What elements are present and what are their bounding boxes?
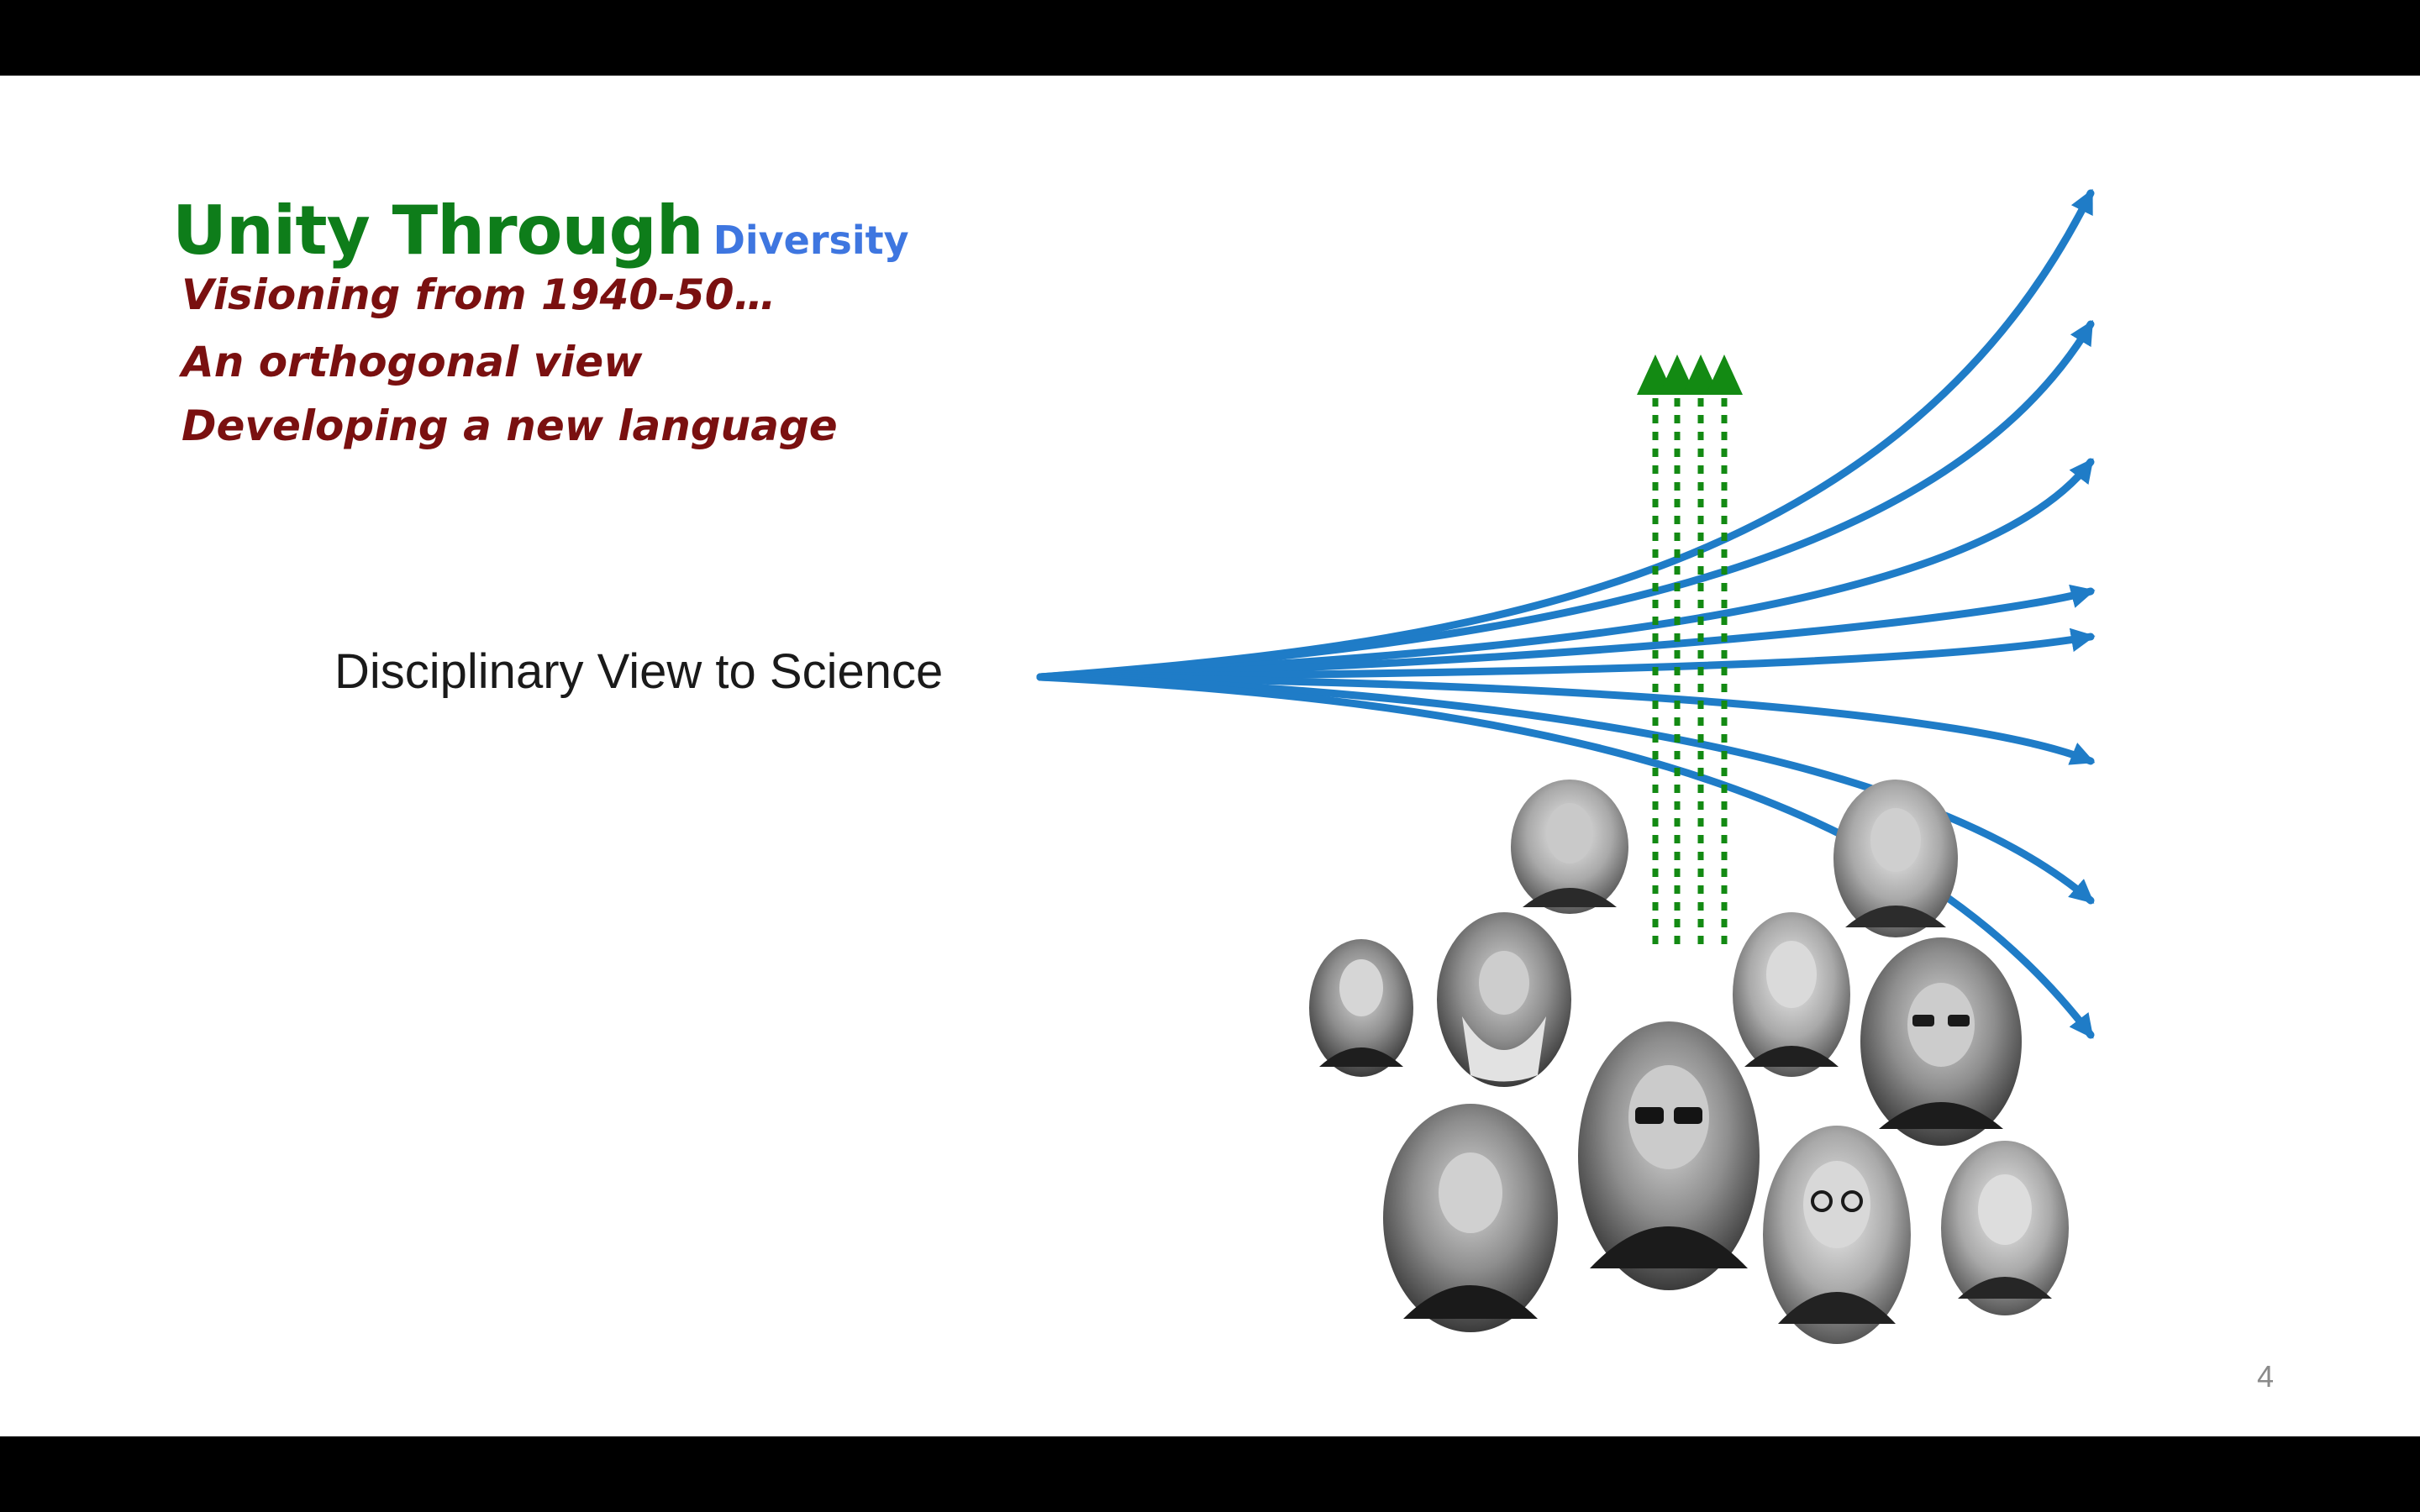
subtitle-visioning: Visioning from 1940-50…: [182, 270, 776, 319]
portrait-4: [1437, 912, 1571, 1087]
diversity-diagram: [0, 76, 2420, 1436]
portrait-10: [1941, 1141, 2069, 1315]
portrait-5: [1733, 912, 1850, 1077]
disciplinary-view-label: Disciplinary View to Science: [334, 644, 944, 699]
portrait-2: [1833, 780, 1958, 937]
portrait-cluster: [1309, 780, 2069, 1344]
title-main-text: Unity Through: [172, 192, 703, 270]
arrow-3: [1040, 462, 2091, 677]
portrait-7: [1383, 1104, 1558, 1332]
portrait-3: [1309, 939, 1413, 1077]
title-suffix-text: Diversity: [713, 218, 909, 263]
arrow-2: [1040, 324, 2091, 677]
portrait-6: [1860, 937, 2022, 1146]
subtitle-new-language: Developing a new language: [182, 402, 838, 450]
subtitle-orthogonal-view: An orthogonal view: [182, 338, 643, 386]
slide: [0, 76, 2420, 1436]
portrait-1: [1511, 780, 1628, 914]
portrait-8: [1578, 1021, 1760, 1290]
arrow-1: [1040, 193, 2091, 677]
page-number: 4: [2257, 1359, 2275, 1394]
portrait-9: [1763, 1126, 1911, 1344]
